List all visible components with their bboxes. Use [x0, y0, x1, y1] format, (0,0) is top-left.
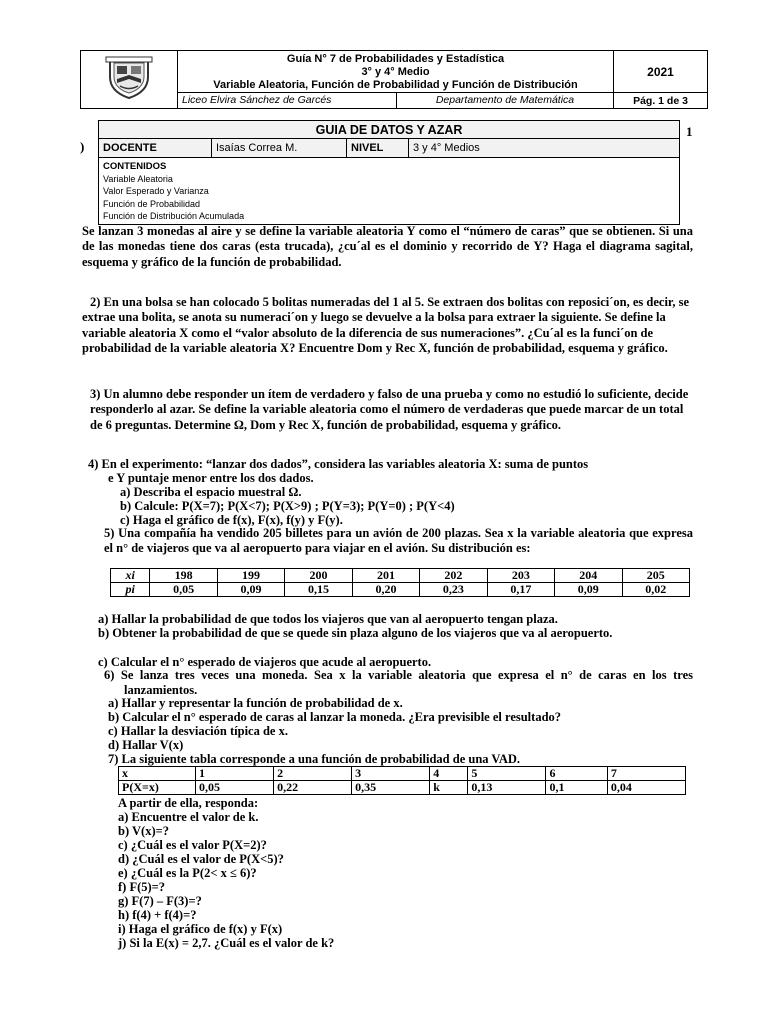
question-7-item: g) F(7) – F(3)=? — [118, 894, 202, 908]
document-header — [80, 50, 708, 109]
table-cell: 0,05 — [150, 583, 217, 597]
table-cell: 203 — [487, 569, 554, 583]
table-cell: 198 — [150, 569, 217, 583]
question-6-d: d) Hallar V(x) — [108, 738, 184, 752]
probability-table-q7 — [118, 766, 686, 795]
question-5-a: a) Hallar la probabilidad de que todos los viajeros que van al aeropuerto tengan plaza. — [98, 612, 558, 626]
question-4-a: a) Describa el espacio muestral Ω. — [120, 485, 302, 499]
question-6-b: b) Calcular el n° esperado de caras al lanzar la moneda. ¿Era previsible el resultado? — [108, 710, 562, 724]
question-6-a: a) Hallar y representar la función de probabilidad de x. — [108, 696, 403, 710]
table-cell: 204 — [555, 569, 622, 583]
question-1: Se lanzan 3 monedas al aire y se define la variable aleatoria Y como el “número de caras” que se obtienen. Si una de las monedas tiene dos caras (esta trucada), ¿cu´al es el dominio y recorrido de Y? Haga el diagrama sagital, esquema y gráfico de la función de probabilidad. — [82, 224, 693, 269]
nivel-label: NIVEL — [347, 139, 409, 158]
question-5-c: c) Calcular el n° esperado de viajeros que acude al aeropuerto. — [98, 655, 432, 669]
question-7-item: e) ¿Cuál es la P(2< x ≤ 6)? — [118, 866, 257, 880]
table-cell: 0,15 — [285, 583, 352, 597]
table-cell: 0,02 — [622, 583, 689, 597]
question-5: 5) Una compañía ha vendido 205 billetes para un avión de 200 plazas. Sea x la variable aleatoria que expresa el n° de viajeros que va al aeropuerto para viajar en el avión. Su distribución es: — [104, 526, 693, 555]
distribution-table-q5 — [110, 568, 690, 597]
page-number: Pág. 1 de 3 — [614, 93, 708, 109]
school-crest-icon — [104, 55, 154, 99]
side-mark-left: ) — [80, 139, 85, 154]
table-cell: 3 — [352, 767, 430, 781]
guide-topic: Variable Aleatoria, Función de Probabilidad y Función de Distribución — [213, 79, 578, 91]
table-cell: 205 — [622, 569, 689, 583]
table-cell: 2 — [274, 767, 352, 781]
question-5-b: b) Obtener la probabilidad de que se quede sin plaza alguno de los viajeros que va al aeropuerto. — [98, 626, 613, 640]
table-cell: 0,22 — [274, 781, 352, 795]
table-cell: 0,05 — [196, 781, 274, 795]
docente-value: Isaías Correa M. — [212, 139, 347, 158]
table-cell: 0,1 — [546, 781, 607, 795]
table-cell: 0,20 — [352, 583, 419, 597]
side-mark-right: 1 — [686, 124, 693, 139]
school-name: Liceo Elvira Sánchez de Garcés — [178, 93, 397, 108]
table-row — [119, 781, 686, 795]
table-row — [119, 767, 686, 781]
school-dept-row — [178, 93, 614, 109]
table-cell: 0,09 — [555, 583, 622, 597]
table-cell: 0,23 — [420, 583, 487, 597]
question-7-item: a) Encuentre el valor de k. — [118, 810, 259, 824]
question-7-item: i) Haga el gráfico de f(x) y F(x) — [118, 922, 283, 936]
question-2: 2) En una bolsa se han colocado 5 bolitas numeradas del 1 al 5. Se extraen dos bolitas con reposici´on, es decir, se extrae una bolita, se anota su numeraci´on y luego se devuelve a la bolsa para extraer la siguiente. Se define la variable aleatoria X como el “valor absoluto de la diferencia de sus numeraciones”. ¿Cu´al es la funci´on de probabilidad de la variable aleatoria X? Encuentre Dom y Rec X, función de probabilidad, esquema y gráfico. — [82, 295, 689, 355]
question-7-item: b) V(x)=? — [118, 824, 169, 838]
table-cell: P(X=x) — [119, 781, 196, 795]
table-cell: 0,13 — [468, 781, 546, 795]
table-cell: 202 — [420, 569, 487, 583]
contenido-item: Valor Esperado y Varianza — [103, 186, 209, 197]
question-4-b: b) Calcule: P(X=7); P(X<7); P(X>9) ; P(Y=3); P(Y=0) ; P(Y<4) — [120, 499, 455, 513]
guia-title: GUIA DE DATOS Y AZAR — [99, 121, 680, 139]
question-3: 3) Un alumno debe responder un ítem de verdadero y falso de una prueba y como no estudió lo suficiente, decide responderlo al azar. Se define la variable aleatoria como el número de verdaderas que puede marcar de un total de 6 preguntas. Determine Ω, Dom y Rec X, función de probabilidad, esquema y gráfico. — [90, 387, 689, 432]
guide-title-cell — [178, 51, 614, 93]
table-cell: 200 — [285, 569, 352, 583]
question-4-intro: 4) En el experimento: “lanzar dos dados”, considera las variables aleatoria X: suma de puntos — [88, 457, 589, 471]
question-7-item: c) ¿Cuál es el valor P(X=2)? — [118, 838, 267, 852]
table-cell: 0,04 — [607, 781, 685, 795]
table-cell: 5 — [468, 767, 546, 781]
table-cell: 7 — [607, 767, 685, 781]
department-name: Departamento de Matemática — [435, 94, 575, 106]
table-row — [111, 569, 690, 583]
table-cell: 0,35 — [352, 781, 430, 795]
question-7-item: d) ¿Cuál es el valor de P(X<5)? — [118, 852, 284, 866]
contenidos-label: CONTENIDOS — [103, 161, 167, 172]
table-cell: 4 — [430, 767, 468, 781]
guide-level: 3° y 4° Medio — [361, 66, 430, 78]
nivel-value: 3 y 4° Medios — [409, 139, 680, 158]
table-cell: 0,17 — [487, 583, 554, 597]
contenido-item: Función de Probabilidad — [103, 198, 201, 209]
table-cell: k — [430, 781, 468, 795]
question-4-c: c) Haga el gráfico de f(x), F(x), f(y) y F(y). — [120, 513, 343, 527]
contenido-item: Variable Aleatoria — [103, 174, 173, 185]
question-7-item: h) f(4) + f(4)=? — [118, 908, 197, 922]
question-6-c: c) Hallar la desviación típica de x. — [108, 724, 288, 738]
table-cell: 0,09 — [217, 583, 284, 597]
contenido-item: Función de Distribución Acumulada — [103, 210, 245, 221]
table-cell: 1 — [196, 767, 274, 781]
school-logo-cell — [81, 51, 178, 109]
question-7-item: f) F(5)=? — [118, 880, 166, 894]
table-cell: 6 — [546, 767, 607, 781]
table-row — [111, 583, 690, 597]
table-cell: 199 — [217, 569, 284, 583]
guia-info-table — [98, 120, 680, 225]
question-4-intro-2: e Y puntaje menor entre los dos dados. — [108, 471, 314, 485]
year-cell: 2021 — [614, 51, 708, 93]
question-7-item: j) Si la E(x) = 2,7. ¿Cuál es el valor de k? — [118, 936, 335, 950]
table-cell: pi — [111, 583, 150, 597]
question-6: 6) Se lanza tres veces una moneda. Sea x la variable aleatoria que expresa el n° de caras en los tres lanzamientos. — [104, 668, 693, 697]
question-7-intro: A partir de ella, responda: — [118, 796, 259, 810]
contenidos-cell — [99, 158, 680, 225]
table-cell: xi — [111, 569, 150, 583]
table-cell: x — [119, 767, 196, 781]
guide-title: Guía N° 7 de Probabilidades y Estadística — [286, 53, 505, 65]
question-7: 7) La siguiente tabla corresponde a una función de probabilidad de una VAD. — [108, 752, 521, 766]
docente-label: DOCENTE — [99, 139, 212, 158]
table-cell: 201 — [352, 569, 419, 583]
